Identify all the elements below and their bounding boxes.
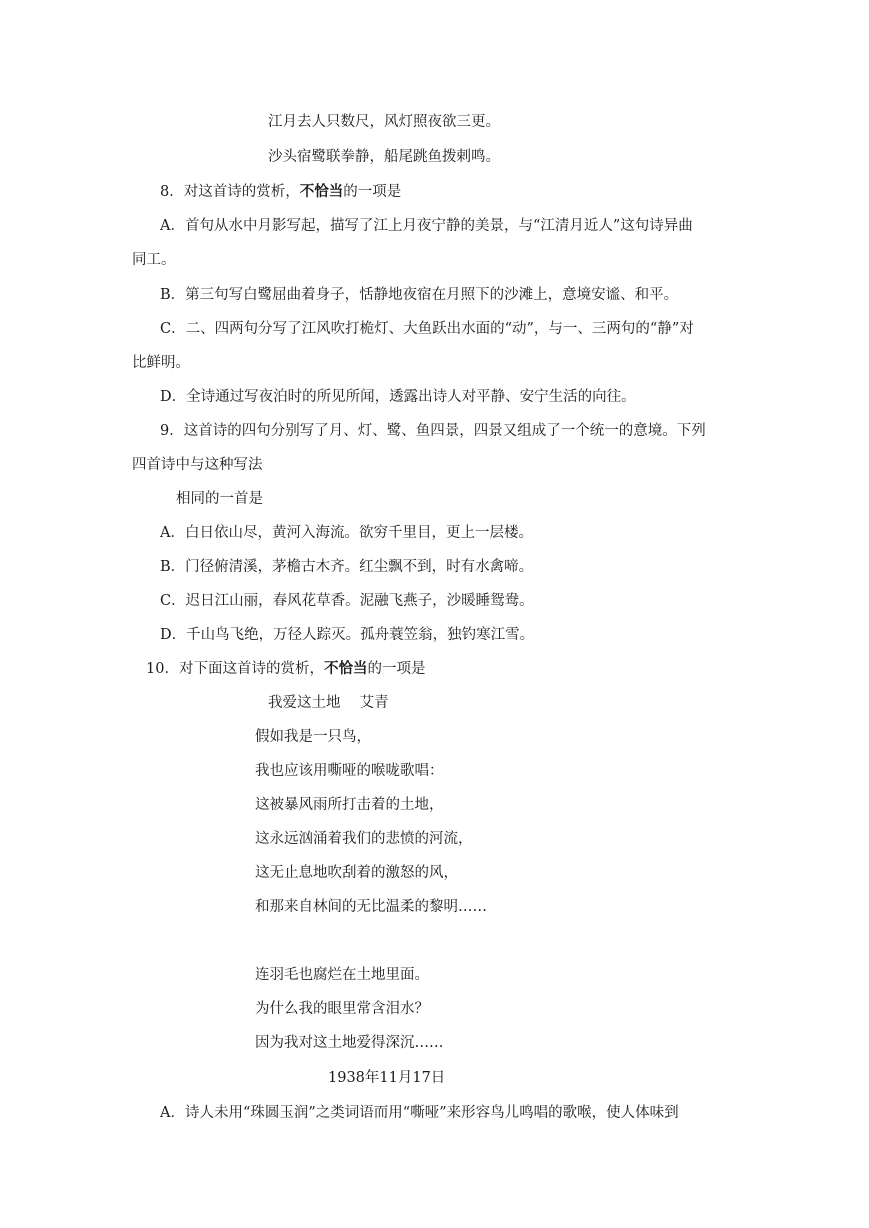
- option-a: A．白日依山尽，黄河入海流。欲穷千里目，更上一层楼。: [160, 525, 533, 541]
- option-a-continued: 同工。: [132, 252, 176, 268]
- poem-line: 连羽毛也腐烂在土地里面。: [255, 967, 429, 983]
- poem-line: 我也应该用嘶哑的喉咙歌唱：: [255, 763, 444, 779]
- option-d: D．全诗通过写夜泊时的所见所闻，透露出诗人对平静、安宁生活的向往。: [160, 389, 636, 405]
- poem-line: 这永远汹涌着我们的悲愤的河流，: [255, 831, 473, 847]
- question-text: 的一项是: [343, 184, 402, 200]
- poem-line: 这被暴风雨所打击着的土地，: [255, 797, 444, 813]
- option-c: C．迟日江山丽，春风花草香。泥融飞燕子，沙暖睡鸳鸯。: [160, 593, 534, 609]
- poem-line: 因为我对这土地爱得深沉……: [255, 1035, 444, 1051]
- option-b: B．门径俯清溪，茅檐古木齐。红尘飘不到，时有水禽啼。: [160, 559, 534, 575]
- question-text: 的一项是: [367, 661, 426, 677]
- poem-line: 为什么我的眼里常含泪水？: [255, 1001, 429, 1017]
- question-9-stem-continued: 四首诗中与这种写法: [132, 457, 263, 473]
- poem-title: 我爱这土地 艾青: [268, 695, 389, 711]
- option-d: D．千山鸟飞绝，万径人踪灭。孤舟蓑笠翁，独钓寒江雪。: [160, 627, 535, 643]
- option-a: A．首句从水中月影写起，描写了江上月夜宁静的美景，与“江清月近人”这句诗异曲: [160, 218, 693, 234]
- question-10-stem: [146, 659, 425, 679]
- poem-line: 江月去人只数尺，风灯照夜欲三更。: [268, 114, 500, 130]
- poem-line: 假如我是一只鸟，: [255, 729, 371, 745]
- emphasis-text: 不恰当: [299, 184, 344, 200]
- option-b: B．第三句写白鹭屈曲着身子，恬静地夜宿在月照下的沙滩上，意境安谧、和平。: [160, 287, 679, 303]
- question-9-stem: 9．这首诗的四句分别写了月、灯、鹭、鱼四景，四景又组成了一个统一的意境。下列: [160, 423, 706, 439]
- option-c: C．二、四两句分写了江风吹打桅灯、大鱼跃出水面的“动”，与一、三两句的“静”对: [160, 321, 694, 337]
- emphasis-text: 不恰当: [323, 661, 368, 677]
- poem-line: 沙头宿鹭联拳静，船尾跳鱼拨剌鸣。: [268, 149, 500, 165]
- poem-date: 1938年11月17日: [328, 1070, 446, 1086]
- option-a: A．诗人未用“珠圆玉润”之类词语而用“嘶哑”来形容鸟儿鸣唱的歌喉，使人体味到: [160, 1105, 679, 1121]
- poem-line: 和那来自林间的无比温柔的黎明……: [255, 899, 487, 915]
- question-text: 8．对这首诗的赏析，: [160, 184, 300, 200]
- question-9-stem-continued: 相同的一首是: [176, 491, 263, 507]
- question-text: 10．对下面这首诗的赏析，: [146, 661, 324, 677]
- question-8-stem: [160, 182, 401, 202]
- poem-line: 这无止息地吹刮着的激怒的风，: [255, 865, 458, 881]
- option-c-continued: 比鲜明。: [132, 355, 190, 371]
